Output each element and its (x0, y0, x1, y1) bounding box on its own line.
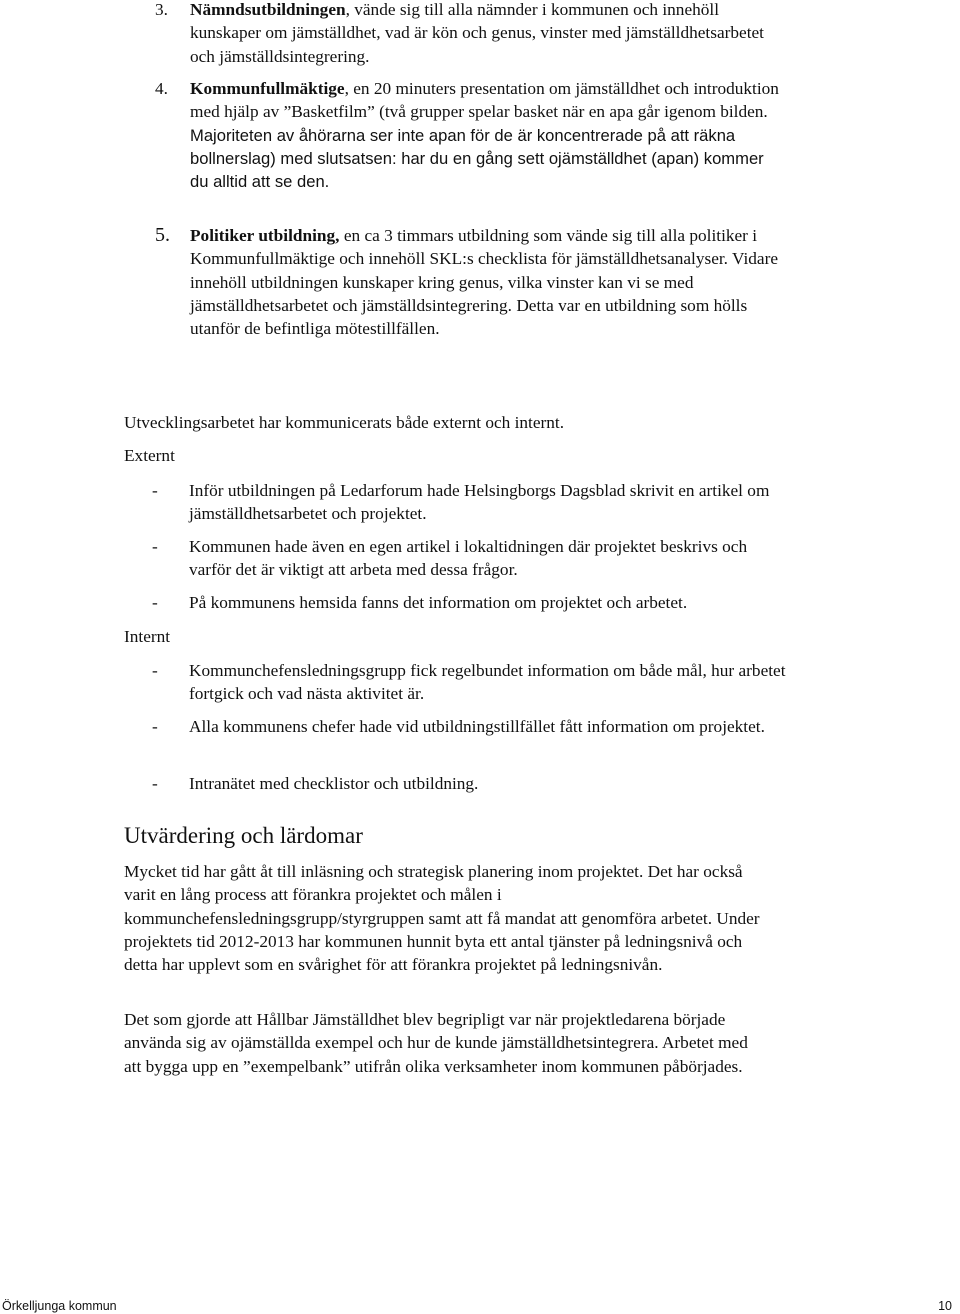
item-text: , vände sig till alla nämnder i kommunen och innehöll kunskaper om jämställdhet, vad är kön och genus, vinster med jämställdhetsarbetet och jämställdsintegrering. (190, 0, 764, 66)
numbered-item-5 (0, 224, 960, 340)
dash-bullet: - (152, 661, 158, 680)
list-item-text: Kommunchefensledningsgrupp fick regelbundet information om både mål, hur arbetet fortgick och vad nästa aktivitet är. (189, 661, 786, 704)
numbered-item-4 (0, 77, 960, 193)
item-title: Politiker utbildning, (190, 226, 340, 245)
numbered-item-3 (0, 0, 960, 68)
paragraph: Mycket tid har gått åt till inläsning och strategisk planering inom projektet. Det har också varit en lång process att förankra projektet och målen i kommunchefensledningsgrupp/styrgruppen samt att få mandat att genomföra arbetet. Under projektets tid 2012-2013 har kommunen hunnit byta ett antal tjänster på ledningsnivå och detta har upplevt som en svårighet för att förankra projektet på ledningsnivån. (124, 862, 760, 975)
paragraph: Det som gjorde att Hållbar Jämställdhet blev begripligt var när projektledarena började använda sig av ojämställda exempel och hur de kunde jämställdhetsintegrera. Arbetet med att bygga upp en ”exempelbank” utifrån olika verksamheter inom kommunen påbörjades. (124, 1010, 748, 1076)
dash-bullet: - (152, 481, 158, 500)
dash-bullet: - (152, 774, 158, 793)
footer-organization: Örkelljunga kommun (2, 1299, 117, 1313)
communication-intro: Utvecklingsarbetet har kommunicerats både externt och internt. (124, 413, 565, 432)
list-item-text: Alla kommunens chefer hade vid utbildningstillfället fått information om projektet. (189, 717, 765, 736)
item-title: Nämndsutbildningen (190, 0, 346, 19)
list-item-text: Intranätet med checklistor och utbildning. (189, 774, 479, 793)
list-item-text: Kommunen hade även en egen artikel i lokaltidningen där projektet beskrivs och varför det är viktigt att arbeta med dessa frågor. (189, 537, 748, 580)
item-number: 3. (155, 0, 168, 19)
item-title: Kommunfullmäktige (190, 79, 345, 98)
section-heading: Utvärdering och lärdomar (124, 823, 363, 848)
item-number: 4. (155, 79, 168, 98)
dash-bullet: - (152, 537, 158, 556)
item-number: 5. (155, 224, 170, 246)
internal-label: Internt (124, 627, 171, 646)
list-item-text: På kommunens hemsida fanns det information om projektet och arbetet. (189, 593, 688, 612)
item-text-continued: Majoriteten av åhörarna ser inte apan för de är koncentrerade på att räkna bollnerslag) med slutsatsen: har du en gång sett ojämställdhet (apan) kommer du alltid att se den. (190, 125, 764, 192)
dash-bullet: - (152, 717, 158, 736)
item-text: , en 20 minuters presentation om jämställdhet och introduktion med hjälp av ”Basketfilm” (två grupper spelar basket när en apa går igenom bilden. (190, 79, 779, 122)
item-text: en ca 3 timmars utbildning som vände sig till alla politiker i Kommunfullmäktige och innehöll SKL:s checklista för jämställdhetsanalyser. Vidare innehöll utbildningen kunskaper kring genus, vilka vinster kan vi se med jämställdhetsarbetet och jämställdsintegrering. Detta var en utbildning som hölls utanför de befintliga mötestillfällen. (190, 226, 778, 339)
list-item-text: Inför utbildningen på Ledarforum hade Helsingborgs Dagsblad skrivit en artikel om jämställdhetsarbetet och projektet. (189, 481, 770, 524)
dash-bullet: - (152, 593, 158, 612)
external-label: Externt (124, 446, 175, 465)
footer-page-number: 10 (938, 1299, 952, 1313)
